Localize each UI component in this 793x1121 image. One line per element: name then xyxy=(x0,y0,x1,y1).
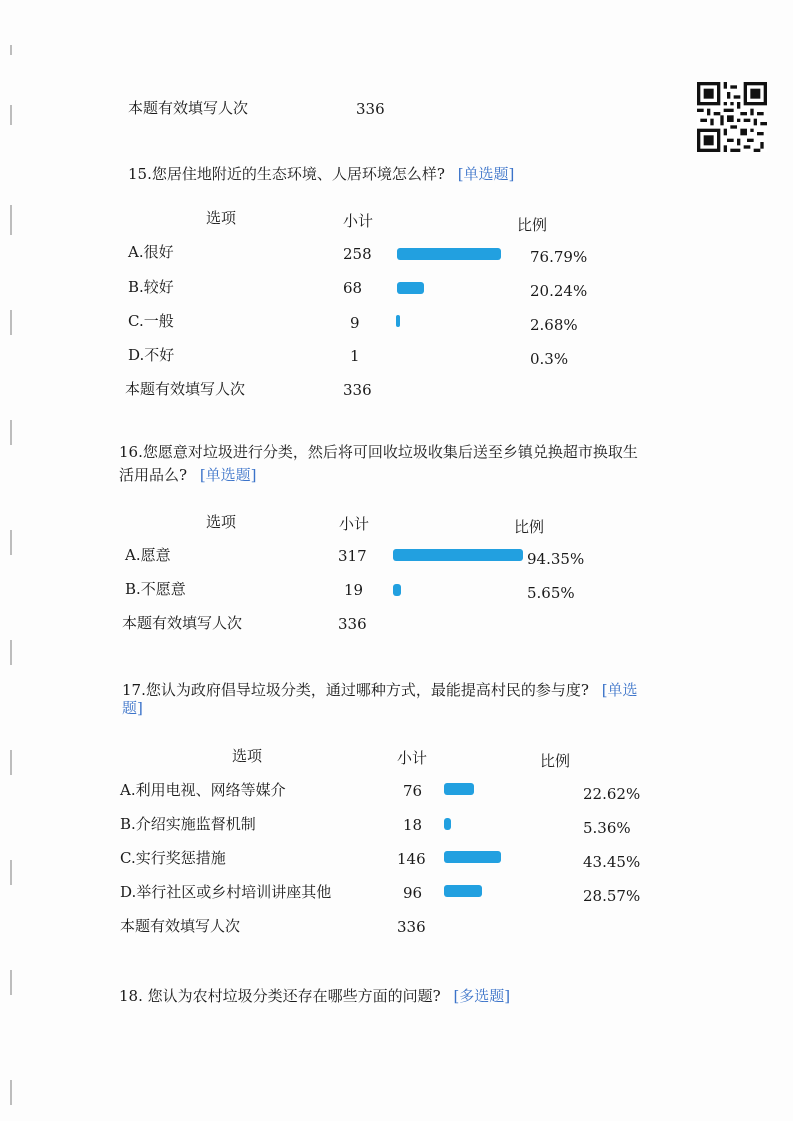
q17-row-count: 146 xyxy=(397,850,426,868)
q17-row-bar xyxy=(444,818,451,830)
q18-title xyxy=(119,985,510,1006)
binder-mark xyxy=(10,105,12,125)
qr-code-icon xyxy=(697,82,767,152)
q17-title-text: 17.您认为政府倡导垃圾分类，通过哪种方式，最能提高村民的参与度? xyxy=(122,681,589,699)
q17-title-line1 xyxy=(122,679,638,700)
binder-mark xyxy=(10,860,12,885)
binder-mark xyxy=(10,750,12,775)
q16-header-ratio: 比例 xyxy=(514,518,545,536)
binder-mark xyxy=(10,420,12,445)
q17-header-ratio: 比例 xyxy=(540,752,571,770)
q15-row-bar xyxy=(397,248,501,260)
q15-row-count: 68 xyxy=(343,279,363,297)
q17-row-label: B.介绍实施监督机制 xyxy=(120,815,256,833)
q15-type-tag: [单选题] xyxy=(457,165,515,183)
q15-row-bar xyxy=(396,315,400,327)
binder-mark xyxy=(10,310,12,335)
q15-header-option: 选项 xyxy=(206,209,237,227)
q17-row-label: D.举行社区或乡村培训讲座其他 xyxy=(120,883,332,901)
q15-total-label: 本题有效填写人次 xyxy=(125,380,246,398)
q16-total-value: 336 xyxy=(338,615,367,633)
q16-row-percent: 5.65% xyxy=(527,584,575,602)
q17-row-percent: 22.62% xyxy=(583,785,641,803)
q16-type-tag: [单选题] xyxy=(199,466,257,484)
q15-row-label: C.一般 xyxy=(128,312,174,330)
binder-mark xyxy=(10,530,12,555)
q16-row-bar xyxy=(393,584,401,596)
q17-row-count: 18 xyxy=(403,816,423,834)
q15-title xyxy=(128,163,514,184)
q15-row-percent: 76.79% xyxy=(530,248,588,266)
q17-row-label: C.实行奖惩措施 xyxy=(120,849,226,867)
q16-row-count: 19 xyxy=(344,581,364,599)
q17-row-percent: 28.57% xyxy=(583,887,641,905)
q16-total-label: 本题有效填写人次 xyxy=(122,614,243,632)
q16-row-label: A.愿意 xyxy=(125,546,171,564)
binder-mark xyxy=(10,1080,12,1105)
q17-row-label: A.利用电视、网络等媒介 xyxy=(120,781,286,799)
q17-type-tag-cont: 题] xyxy=(122,699,143,717)
q16-header-option: 选项 xyxy=(206,513,237,531)
q17-row-percent: 5.36% xyxy=(583,819,631,837)
q18-type-tag: [多选题] xyxy=(453,987,511,1005)
q15-row-bar xyxy=(397,282,424,294)
q17-row-bar xyxy=(444,885,482,897)
q16-row-percent: 94.35% xyxy=(527,550,585,568)
q18-title-text: 18. 您认为农村垃圾分类还存在哪些方面的问题? xyxy=(119,987,441,1005)
q17-type-tag: [单选 xyxy=(601,681,638,699)
q15-row-label: D.不好 xyxy=(128,346,175,364)
q17-row-bar xyxy=(444,783,474,795)
q15-row-percent: 2.68% xyxy=(530,316,578,334)
top-total-label: 本题有效填写人次 xyxy=(128,99,249,117)
q15-header-ratio: 比例 xyxy=(517,216,548,234)
q17-row-percent: 43.45% xyxy=(583,853,641,871)
q15-row-percent: 0.3% xyxy=(530,350,569,368)
q15-row-count: 258 xyxy=(343,245,372,263)
q16-title-line1: 16.您愿意对垃圾进行分类，然后将可回收垃圾收集后送至乡镇兑换超市换取生 xyxy=(119,443,638,461)
binder-mark xyxy=(10,640,12,665)
q17-row-count: 96 xyxy=(403,884,423,902)
binder-mark xyxy=(10,970,12,995)
q15-row-label: A.很好 xyxy=(128,243,174,261)
q15-header-count: 小计 xyxy=(343,212,374,230)
q16-row-count: 317 xyxy=(338,547,367,565)
q17-header-count: 小计 xyxy=(397,749,428,767)
q16-header-count: 小计 xyxy=(339,515,370,533)
q17-row-count: 76 xyxy=(403,782,423,800)
q17-header-option: 选项 xyxy=(232,747,263,765)
q16-title-line2 xyxy=(119,464,257,485)
q15-title-text: 15.您居住地附近的生态环境、人居环境怎么样? xyxy=(128,165,445,183)
binder-mark xyxy=(10,205,12,235)
q17-row-bar xyxy=(444,851,501,863)
q16-row-bar xyxy=(393,549,523,561)
q15-row-count: 9 xyxy=(350,314,360,332)
q16-title-text: 活用品么? xyxy=(119,466,188,484)
binder-mark xyxy=(10,45,12,55)
q16-row-label: B.不愿意 xyxy=(125,580,186,598)
q15-row-label: B.较好 xyxy=(128,278,174,296)
q17-total-label: 本题有效填写人次 xyxy=(120,917,241,935)
q15-row-percent: 20.24% xyxy=(530,282,588,300)
q15-total-value: 336 xyxy=(343,381,372,399)
q15-row-count: 1 xyxy=(350,347,360,365)
top-total-value: 336 xyxy=(356,100,385,118)
q17-total-value: 336 xyxy=(397,918,426,936)
